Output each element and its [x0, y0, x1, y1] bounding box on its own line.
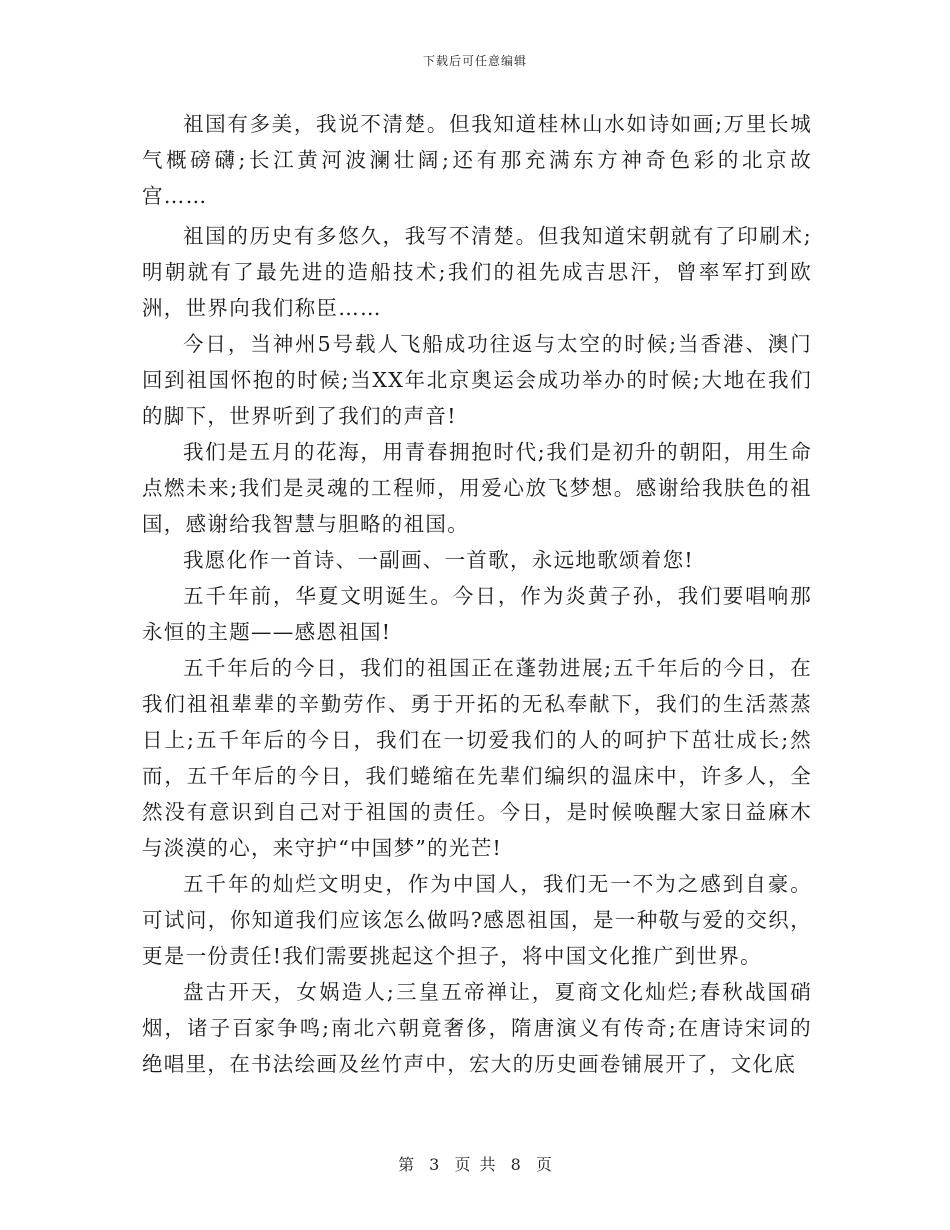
- paragraph: 我愿化作一首诗、一副画、一首歌，永远地歌颂着您!: [183, 548, 694, 572]
- document-body: [142, 106, 812, 1082]
- paragraph: 五千年前，华夏文明诞生。今日，作为炎黄子孙，我们要唱响那永恒的主题——感恩祖国!: [142, 584, 812, 644]
- footer-prefix: 第: [398, 1155, 415, 1174]
- paragraph: 我们是五月的花海，用青春拥抱时代;我们是初升的朝阳，用生命点燃未来;我们是灵魂的工程师，用爱心放飞梦想。感谢给我肤色的祖国，感谢给我智慧与胆略的祖国。: [142, 440, 812, 536]
- total-page-number: 8: [510, 1155, 521, 1174]
- page-footer: [0, 1152, 950, 1175]
- footer-middle: 页 共: [454, 1155, 496, 1174]
- current-page-number: 3: [429, 1155, 440, 1174]
- paragraph: 祖国的历史有多悠久，我写不清楚。但我知道宋朝就有了印刷术;明朝就有了最先进的造船技术;我们的祖先成吉思汗，曾率军打到欧洲，世界向我们称臣……: [142, 224, 812, 320]
- paragraph: 祖国有多美，我说不清楚。但我知道桂林山水如诗如画;万里长城气概磅礴;长江黄河波澜壮阔;还有那充满东方神奇色彩的北京故宫……: [142, 112, 812, 208]
- paragraph: 盘古开天，女娲造人;三皇五帝禅让，夏商文化灿烂;春秋战国硝烟，诸子百家争鸣;南北六朝竟奢侈，隋唐演义有传奇;在唐诗宋词的绝唱里，在书法绘画及丝竹声中，宏大的历史画卷铺展开了，文化底: [142, 980, 812, 1076]
- paragraph: 五千年后的今日，我们的祖国正在蓬勃进展;五千年后的今日，在我们祖祖辈辈的辛勤劳作、勇于开拓的无私奉献下，我们的生活蒸蒸日上;五千年后的今日，我们在一切爱我们的人的呵护下茁壮成长;然而，五千年后的今日，我们蜷缩在先辈们编织的温床中，许多人，全然没有意识到自己对于祖国的责任。今日，是时候唤醒大家日益麻木与淡漠的心，来守护“中国梦”的光芒!: [142, 656, 812, 860]
- footer-suffix: 页: [535, 1155, 552, 1174]
- page-header: 下载后可任意编辑: [422, 54, 527, 68]
- paragraph: 五千年的灿烂文明史，作为中国人，我们无一不为之感到自豪。可试问，你知道我们应该怎么做吗?感恩祖国，是一种敬与爱的交织，更是一份责任!我们需要挑起这个担子，将中国文化推广到世界。: [142, 872, 812, 968]
- paragraph: 今日，当神州5号载人飞船成功往返与太空的时候;当香港、澳门回到祖国怀抱的时候;当XX年北京奥运会成功举办的时候;大地在我们的脚下，世界听到了我们的声音!: [142, 332, 812, 428]
